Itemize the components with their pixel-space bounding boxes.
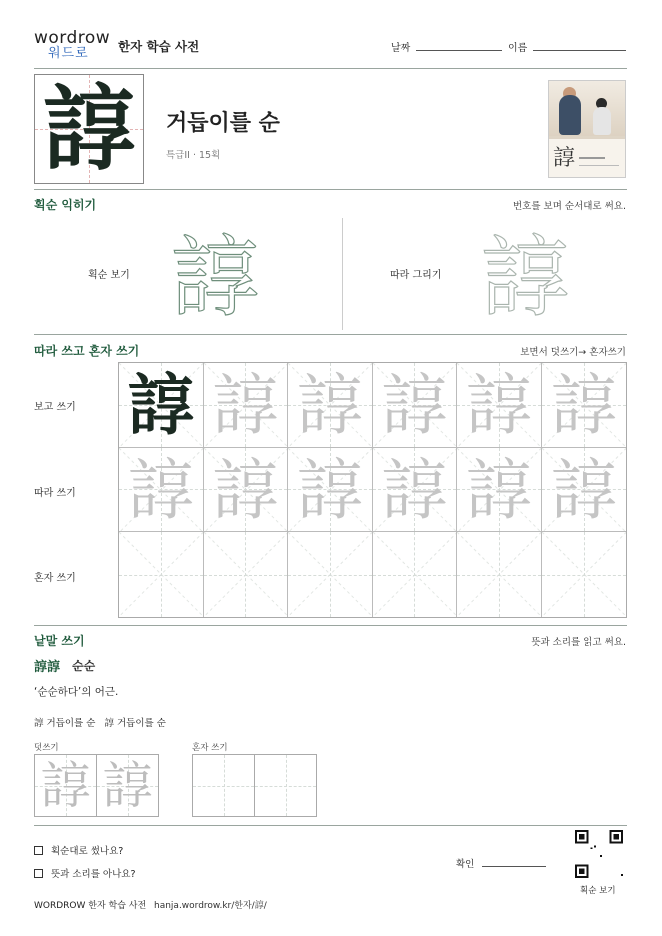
footer-url[interactable]: hanja.wordrow.kr/한자/諄/ xyxy=(154,901,267,911)
practice-character: 諄 xyxy=(296,367,363,444)
row-label-trace: 따라 쓰기 xyxy=(34,488,76,499)
illustration-figure xyxy=(559,95,581,135)
checkbox[interactable] xyxy=(34,869,43,878)
practice-cell[interactable] xyxy=(542,448,627,533)
practice-section-note: 보면서 덧쓰기→ 혼자쓰기 xyxy=(520,347,626,358)
word-alone-label: 혼자 쓰기 xyxy=(192,743,228,753)
section-divider xyxy=(34,825,627,826)
practice-cell[interactable] xyxy=(373,532,458,617)
practice-cell[interactable] xyxy=(373,363,458,448)
name-label: 이름 xyxy=(508,43,528,54)
confirm-label: 확인 xyxy=(456,859,475,870)
checklist-label: 뜻과 소리를 아나요? xyxy=(51,869,136,880)
word-alone-box[interactable] xyxy=(254,754,317,817)
practice-cell[interactable] xyxy=(457,532,542,617)
word-section-note: 뜻과 소리를 읽고 써요. xyxy=(531,637,626,648)
word-definition: ‘순순하다’의 어근. xyxy=(34,686,119,698)
section-divider xyxy=(34,334,627,335)
practice-cell[interactable] xyxy=(119,532,204,617)
checklist-item[interactable] xyxy=(34,843,123,857)
practice-character: 諄 xyxy=(127,451,194,529)
character-meaning: 거듭이를 순 xyxy=(166,111,280,136)
qr-code-icon[interactable] xyxy=(575,830,623,878)
stroke-view-label: 획순 보기 xyxy=(88,270,130,281)
practice-cell[interactable] xyxy=(119,363,204,448)
logo-text-korean: 워드로 xyxy=(48,46,89,61)
section-divider xyxy=(34,189,627,190)
row-label-alone: 혼자 쓰기 xyxy=(34,573,76,584)
dictionary-title: 한자 학습 사전 xyxy=(118,39,200,54)
checklist-item[interactable] xyxy=(34,866,136,880)
practice-cell[interactable] xyxy=(457,448,542,533)
practice-character: 諄 xyxy=(550,367,617,444)
word-trace-label: 덧쓰기 xyxy=(34,743,59,753)
practice-character: 諄 xyxy=(212,451,279,529)
practice-character: 諄 xyxy=(465,367,532,444)
word-trace-character: 諄 xyxy=(40,757,91,815)
practice-cell[interactable] xyxy=(457,363,542,448)
practice-character: 諄 xyxy=(296,451,363,529)
section-divider xyxy=(34,625,627,626)
trace-character[interactable]: 諄 xyxy=(480,226,569,329)
practice-section-title: 따라 쓰고 혼자 쓰기 xyxy=(34,344,140,358)
practice-cell[interactable] xyxy=(542,363,627,448)
row-label-view: 보고 쓰기 xyxy=(34,402,76,413)
word-trace-character: 諄 xyxy=(102,757,153,815)
practice-cell[interactable] xyxy=(119,448,204,533)
stroke-order-character: 諄 xyxy=(170,226,259,329)
word-reading: 순순 xyxy=(72,659,96,673)
main-character-box xyxy=(34,74,144,184)
practice-character: 諄 xyxy=(127,366,194,444)
practice-character: 諄 xyxy=(381,451,448,529)
name-field[interactable] xyxy=(533,50,626,51)
word-hanja: 諄諄 xyxy=(34,660,61,675)
grade-stroke-count: 특급II · 15획 xyxy=(166,150,221,161)
trace-label: 따라 그리기 xyxy=(390,270,442,281)
practice-cell[interactable] xyxy=(204,532,289,617)
practice-grid xyxy=(118,362,627,618)
practice-cell[interactable] xyxy=(288,532,373,617)
practice-cell[interactable] xyxy=(288,448,373,533)
stroke-divider xyxy=(342,218,343,330)
header-divider xyxy=(34,68,627,69)
practice-character: 諄 xyxy=(212,367,279,444)
word-alone-box[interactable] xyxy=(192,754,255,817)
word-parts: 諄 거듭이를 순 諄 거듭이를 순 xyxy=(34,718,166,729)
word-section-title: 낱말 쓰기 xyxy=(34,634,85,648)
word-trace-box[interactable] xyxy=(96,754,159,817)
illustration-caption-line xyxy=(579,165,619,166)
practice-cell[interactable] xyxy=(204,448,289,533)
practice-cell[interactable] xyxy=(373,448,458,533)
main-character: 諄 xyxy=(42,75,135,183)
word-trace-box[interactable] xyxy=(34,754,97,817)
stroke-section-note: 번호를 보며 순서대로 써요. xyxy=(512,201,626,212)
illustration-thumbnail xyxy=(548,80,626,178)
illustration-character: 諄 xyxy=(553,146,576,171)
practice-cell[interactable] xyxy=(288,363,373,448)
footer-brand: WORDROW 한자 학습 사전 xyxy=(34,901,147,911)
practice-character: 諄 xyxy=(465,451,532,529)
date-field[interactable] xyxy=(416,50,502,51)
practice-cell[interactable] xyxy=(542,532,627,617)
practice-character: 諄 xyxy=(381,367,448,444)
logo-text-latin: wordrow xyxy=(34,28,111,48)
checkbox[interactable] xyxy=(34,846,43,855)
confirm-field[interactable] xyxy=(482,866,546,867)
date-label: 날짜 xyxy=(391,43,411,54)
checklist-label: 획순대로 썼나요? xyxy=(51,846,124,857)
illustration-figure xyxy=(593,107,611,135)
practice-character: 諄 xyxy=(550,451,617,529)
qr-label: 획순 보기 xyxy=(580,886,616,896)
stroke-section-title: 획순 익히기 xyxy=(34,198,97,212)
illustration-caption-line xyxy=(579,157,605,159)
practice-cell[interactable] xyxy=(204,363,289,448)
wordrow-logo[interactable] xyxy=(34,28,111,64)
